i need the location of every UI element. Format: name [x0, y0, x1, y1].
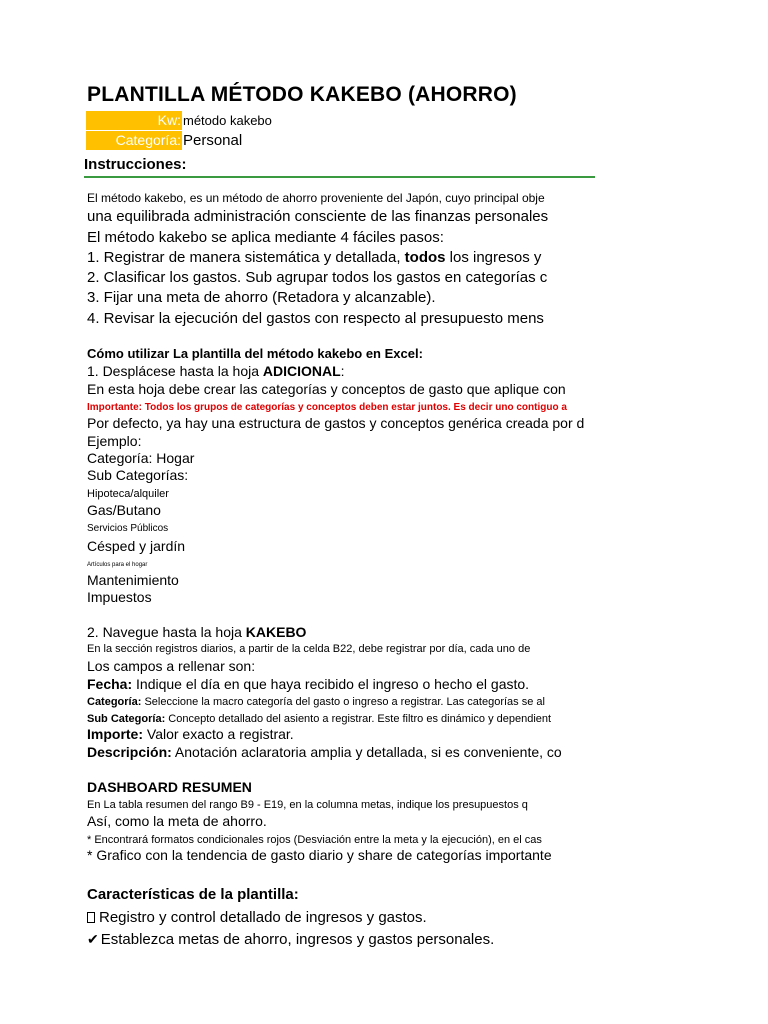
missing-glyph-icon [87, 912, 95, 923]
subcategories-label: Sub Categorías: [87, 467, 189, 483]
sub-item: Mantenimiento [87, 572, 179, 588]
field-subcategoria: Sub Categoría: Concepto detallado del asiento a registrar. Este filtro es dinámico y dependient [87, 713, 552, 725]
howto-step-1: 1. Desplácese hasta la hoja ADICIONAL: [87, 363, 345, 379]
step-2-heading: 2. Navegue hasta la hoja KAKEBO [87, 624, 307, 640]
kw-label: Kw: [86, 111, 182, 130]
category-label: Categoría: [86, 131, 182, 150]
dashboard-line-1: En La tabla resumen del rango B9 - E19, en la columna metas, indique los presupuestos q [87, 799, 528, 811]
intro-step-1: 1. Registrar de manera sistemática y detallada, todos los ingresos y [87, 249, 542, 266]
intro-line-3: El método kakebo se aplica mediante 4 fáciles pasos: [87, 229, 444, 246]
field-importe: Importe: Valor exacto a registrar. [87, 726, 294, 742]
sub-item: Hipoteca/alquiler [87, 488, 169, 500]
howto-heading: Cómo utilizar La plantilla del método kakebo en Excel: [87, 346, 423, 361]
intro-step-3: 3. Fijar una meta de ahorro (Retadora y alcanzable). [87, 289, 436, 306]
feature-item: Registro y control detallado de ingresos y gastos. [87, 910, 427, 925]
intro-line-2: una equilibrada administración consciente de las finanzas personales [87, 208, 549, 225]
default-structure-line: Por defecto, ya hay una estructura de gastos y conceptos genérica creada por d [87, 415, 585, 431]
important-note: Importante: Todos los grupos de categorías y conceptos deben estar juntos. Es decir uno contiguo a [87, 402, 567, 413]
dashboard-line-2: Así, como la meta de ahorro. [87, 813, 267, 829]
dashboard-heading: DASHBOARD RESUMEN [87, 779, 252, 795]
intro-step-2: 2. Clasificar los gastos. Sub agrupar todos los gastos en categorías c [87, 269, 548, 286]
sub-item: Artículos para el hogar [87, 562, 148, 568]
category-value: Personal [183, 132, 243, 149]
check-mark-icon: ✔ [87, 931, 99, 947]
sub-item: Gas/Butano [87, 502, 161, 518]
sub-item: Césped y jardín [87, 538, 186, 554]
kw-value: método kakebo [183, 113, 272, 128]
howto-step-1-line-2: En esta hoja debe crear las categorías y conceptos de gasto que aplique con [87, 381, 566, 397]
sub-item: Servicios Públicos [87, 523, 169, 534]
intro-step-4: 4. Revisar la ejecución del gastos con respecto al presupuesto mens [87, 310, 544, 327]
example-label: Ejemplo: [87, 433, 142, 449]
dashboard-line-4: * Grafico con la tendencia de gasto diario y share de categorías importante [87, 847, 552, 863]
sub-item: Impuestos [87, 589, 152, 605]
instructions-heading: Instrucciones: [84, 156, 187, 173]
field-descripcion: Descripción: Anotación aclaratoria amplia y detallada, si es conveniente, co [87, 744, 562, 760]
feature-item: ✔ Establezca metas de ahorro, ingresos y gastos personales. [87, 931, 495, 948]
step-2-line-3: Los campos a rellenar son: [87, 658, 256, 674]
intro-line-1: El método kakebo, es un método de ahorro proveniente del Japón, cuyo principal obje [87, 191, 545, 205]
field-categoria: Categoría: Seleccione la macro categoría del gasto o ingreso a registrar. Las categorías se al [87, 696, 545, 708]
dashboard-line-3: * Encontrará formatos condicionales rojos (Desviación entre la meta y la ejecución), en el cas [87, 834, 542, 846]
step-2-line-2: En la sección registros diarios, a partir de la celda B22, debe registrar por día, cada uno de [87, 643, 531, 655]
field-fecha: Fecha: Indique el día en que haya recibido el ingreso o hecho el gasto. [87, 676, 530, 692]
features-heading: Características de la plantilla: [87, 886, 299, 903]
example-category: Categoría: Hogar [87, 450, 195, 466]
page-title: PLANTILLA MÉTODO KAKEBO (AHORRO) [87, 83, 517, 106]
